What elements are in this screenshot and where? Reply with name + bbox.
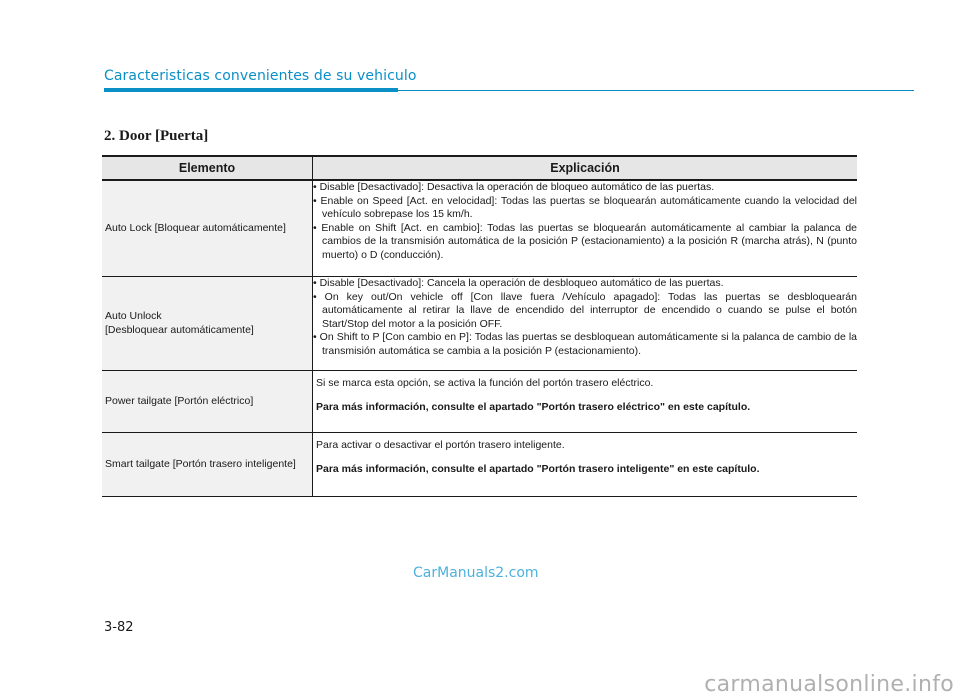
element-label: [Desbloquear automáticamente]	[105, 323, 254, 336]
element-cell-smart-tailgate: Smart tailgate [Portón trasero inteligente]	[102, 433, 313, 497]
element-cell-auto-lock: Auto Lock [Bloquear automáticamente]	[102, 180, 313, 277]
list-item: • Enable on Speed [Act. en velocidad]: Todas las puertas se bloquearán automáticamente cuando la velocidad del vehículo sobrepase los 15 km/h.	[313, 194, 857, 220]
explanation-cell-auto-unlock	[313, 277, 858, 371]
bullet-list	[313, 181, 857, 262]
explanation-text: Para activar o desactivar el portón trasero inteligente.	[316, 439, 565, 451]
chapter-title: Caracteristicas convenientes de su vehiculo	[104, 68, 417, 84]
table-header-row	[102, 156, 857, 180]
explanation-cell-power-tailgate	[313, 371, 858, 433]
reference-note: Para más información, consulte el apartado "Portón trasero eléctrico" en este capítulo.	[316, 400, 751, 413]
bullet-list	[313, 277, 857, 358]
list-item: • Disable [Desactivado]: Desactiva la operación de bloqueo automático de las puertas.	[313, 181, 715, 193]
header-rule	[398, 90, 914, 91]
table-row	[102, 371, 857, 433]
column-header-explanation: Explicación	[313, 156, 858, 180]
element-cell-auto-unlock	[102, 277, 313, 371]
element-label: Auto Unlock	[105, 310, 162, 322]
table-row	[102, 433, 857, 497]
reference-note: Para más información, consulte el apartado "Portón trasero inteligente" en este capítulo.	[316, 462, 760, 475]
explanation-cell-smart-tailgate	[313, 433, 858, 497]
list-item: • On key out/On vehicle off [Con llave fuera /Vehículo apagado]: Todas las puertas se desbloquearán automáticamente al retirar la llave de encendido del interruptor de encendido o cuando se pulse el botón Start/Stop del motor a la posición OFF.	[313, 290, 857, 330]
section-title: 2. Door [Puerta]	[104, 128, 209, 144]
element-cell-power-tailgate: Power tailgate [Portón eléctrico]	[102, 371, 313, 433]
watermark-carmanuals2: CarManuals2.com	[413, 565, 539, 581]
footer-watermark: carmanualsonline.info	[704, 672, 954, 697]
column-header-element: Elemento	[102, 156, 313, 180]
list-item: • On Shift to P [Con cambio en P]: Todas las puertas se desbloquean automáticamente si la palanca de cambio de la transmisión automática se cambia a la posición P (estacionamiento).	[313, 331, 857, 357]
table-row	[102, 180, 857, 277]
explanation-cell-auto-lock	[313, 180, 858, 277]
chapter-title-underline	[104, 88, 398, 92]
list-item: • Enable on Shift [Act. en cambio]: Todas las puertas se bloquearán automáticamente al cambiar la palanca de cambios de la transmisión automática de la posición P (estacionamiento) a la posición R (marcha atrás), N (punto muerto) o D (conducción).	[313, 221, 857, 261]
settings-table	[102, 155, 857, 497]
explanation-text: Si se marca esta opción, se activa la función del portón trasero eléctrico.	[316, 377, 654, 389]
list-item: • Disable [Desactivado]: Cancela la operación de desbloqueo automático de las puertas.	[313, 277, 724, 289]
table-row	[102, 277, 857, 371]
page-number: 3-82	[104, 620, 134, 635]
